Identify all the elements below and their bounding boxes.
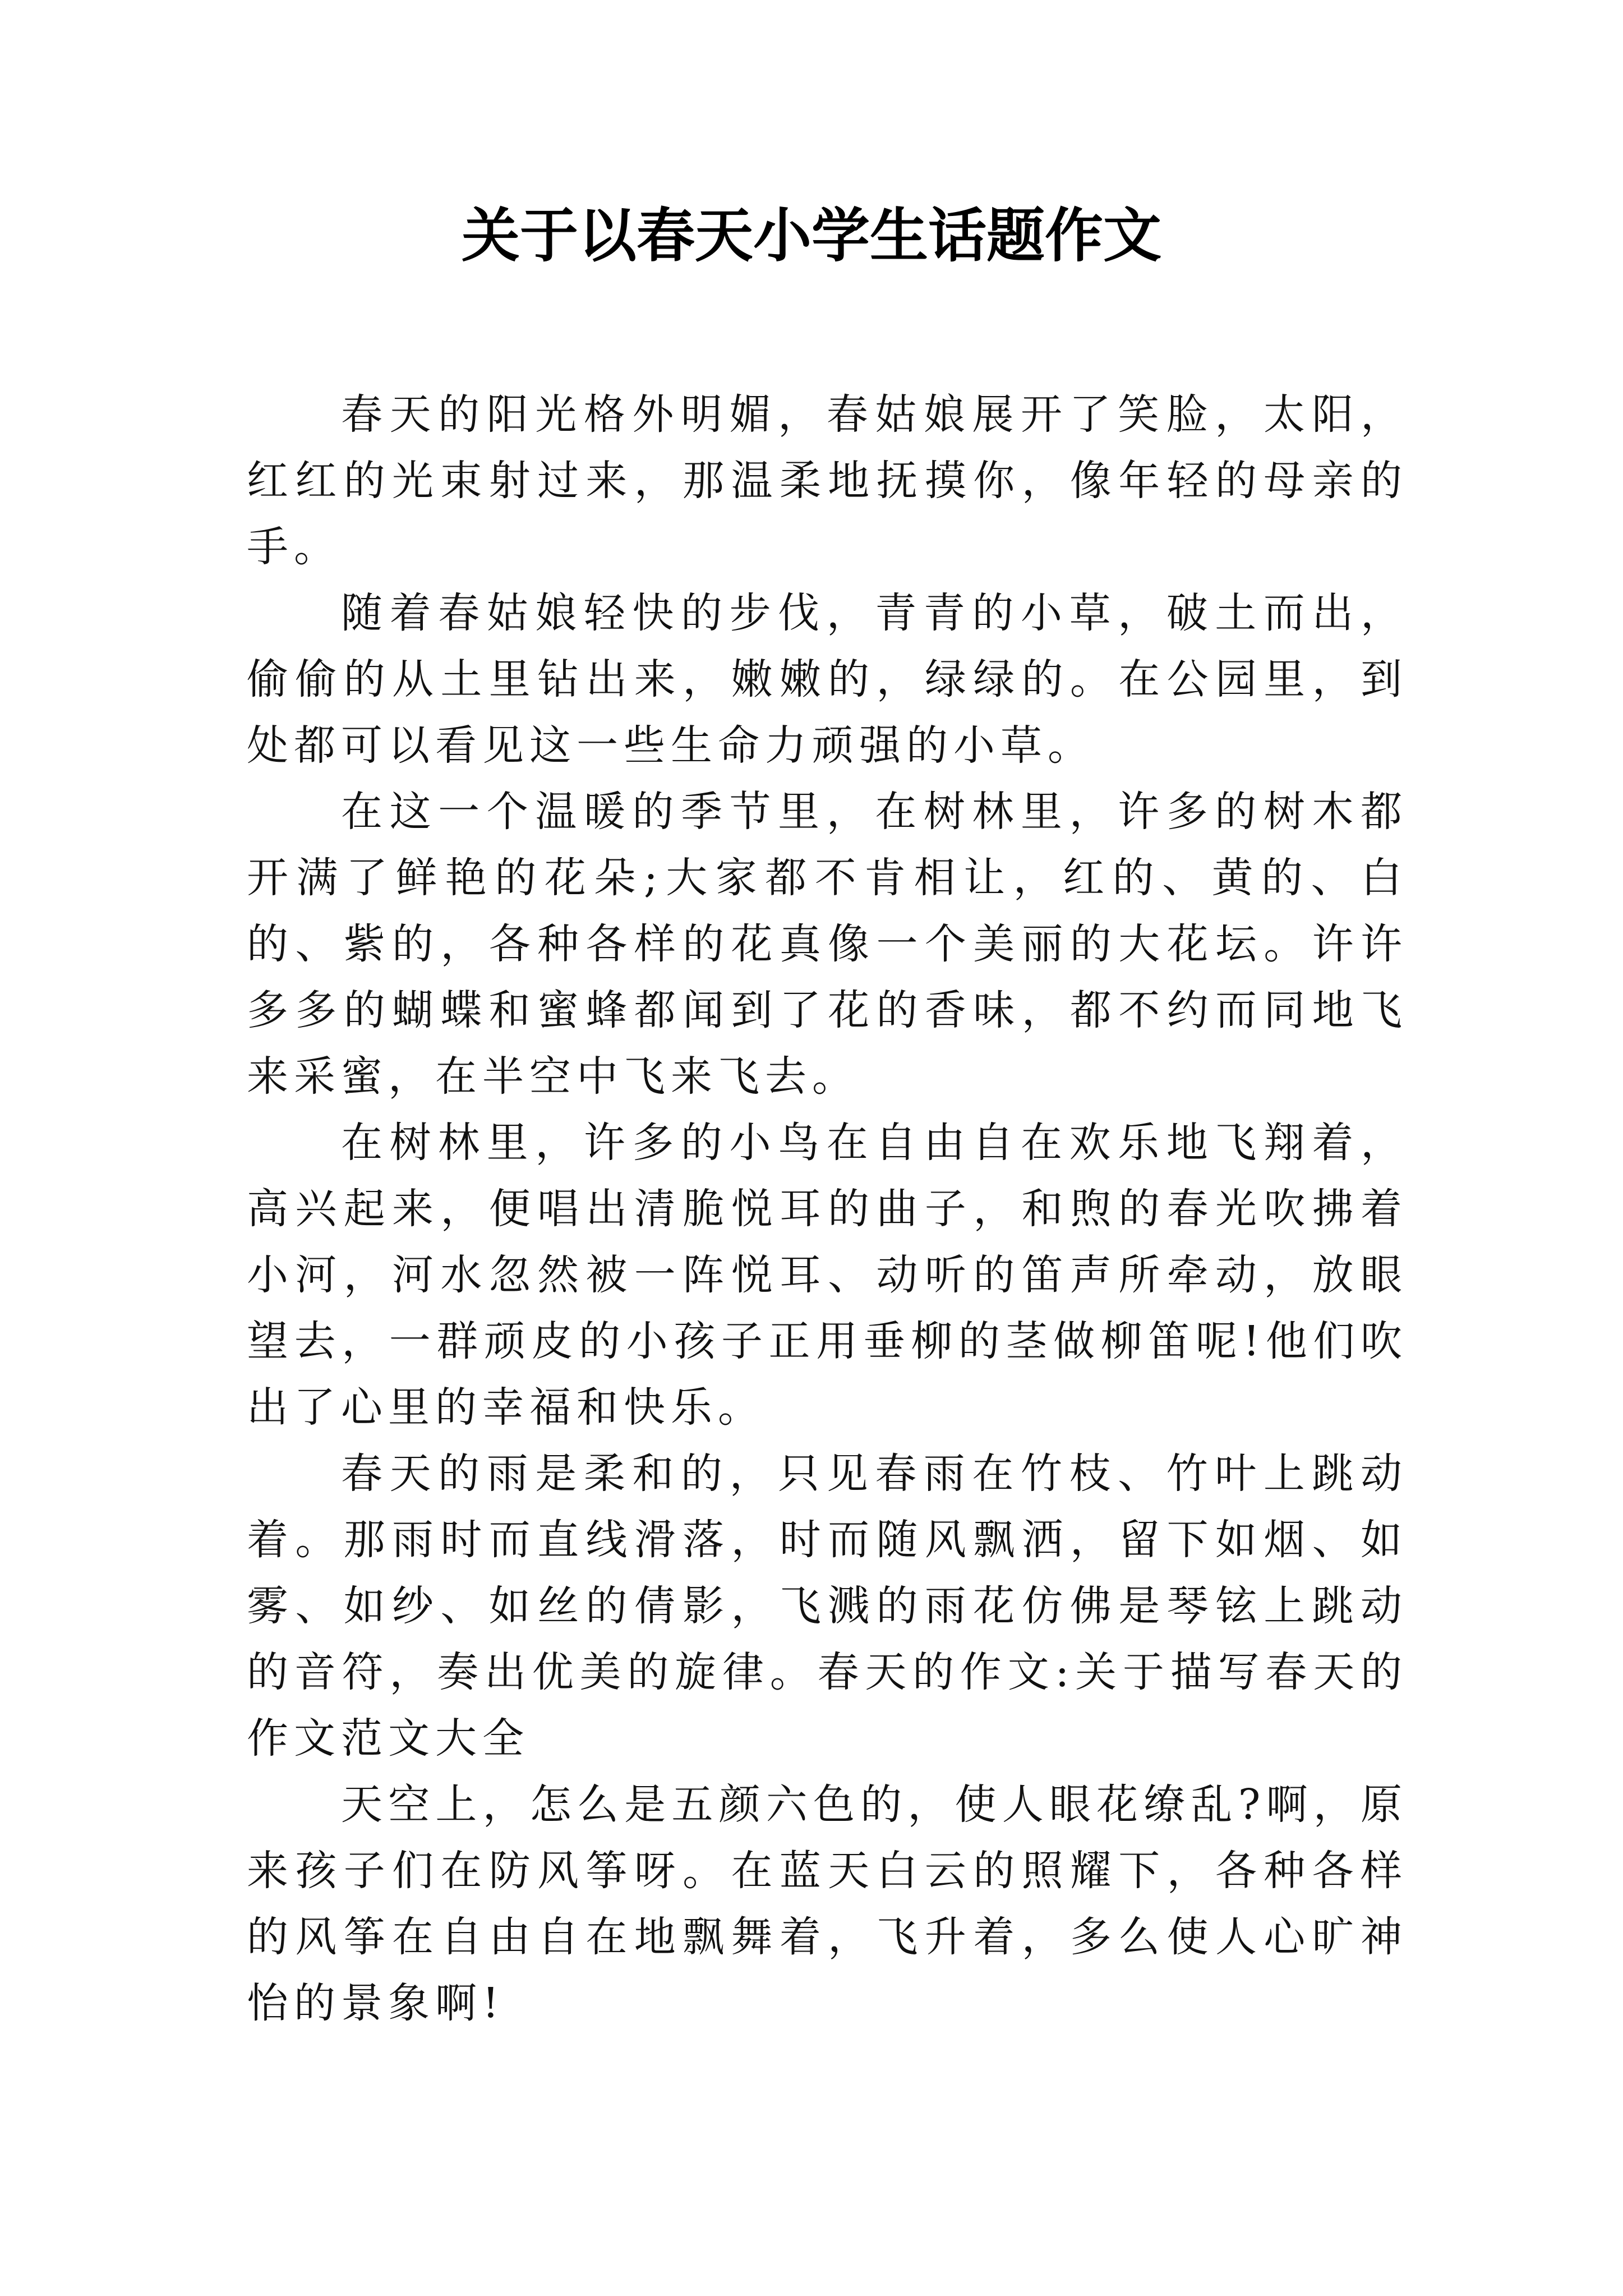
paragraph-3: 在这一个温暖的季节里，在树林里，许多的树木都开满了鲜艳的花朵;大家都不肯相让，红的、黄的、白的、紫的，各种各样的花真像一个美丽的大花坛。许许多多的蝴蝶和蜜蜂都闻到了花的香味，都不约而同地飞来采蜜，在半空中飞来飞去。	[247, 788, 1408, 1101]
paragraph-1: 春天的阳光格外明媚，春姑娘展开了笑脸，太阳，红红的光束射过来，那温柔地抚摸你，像年轻的母亲的手。	[247, 390, 1408, 571]
paragraph-4: 在树林里，许多的小鸟在自由自在欢乐地飞翔着，高兴起来，便唱出清脆悦耳的曲子，和煦的春光吹拂着小河，河水忽然被一阵悦耳、动听的笛声所牵动，放眼望去，一群顽皮的小孩子正用垂柳的茎做柳笛呢!他们吹出了心里的幸福和快乐。	[247, 1119, 1408, 1432]
paragraph-5: 春天的雨是柔和的，只见春雨在竹枝、竹叶上跳动着。那雨时而直线滑落，时而随风飘洒，留下如烟、如雾、如纱、如丝的倩影，飞溅的雨花仿佛是琴铉上跳动的音符，奏出优美的旋律。春天的作文:关于描写春天的作文范文大全	[247, 1450, 1408, 1763]
paragraph-6: 天空上，怎么是五颜六色的，使人眼花缭乱?啊，原来孩子们在防风筝呀。在蓝天白云的照耀下，各种各样的风筝在自由自在地飘舞着，飞升着，多么使人心旷神怡的景象啊!	[247, 1780, 1408, 2027]
document-title: 关于以春天小学生话题作文	[461, 201, 1161, 270]
document-body	[247, 381, 1408, 2036]
paragraph-2: 随着春姑娘轻快的步伐，青青的小草，破土而出，偷偷的从土里钻出来，嫩嫩的，绿绿的。在公园里，到处都可以看见这一些生命力顽强的小草。	[247, 589, 1408, 770]
